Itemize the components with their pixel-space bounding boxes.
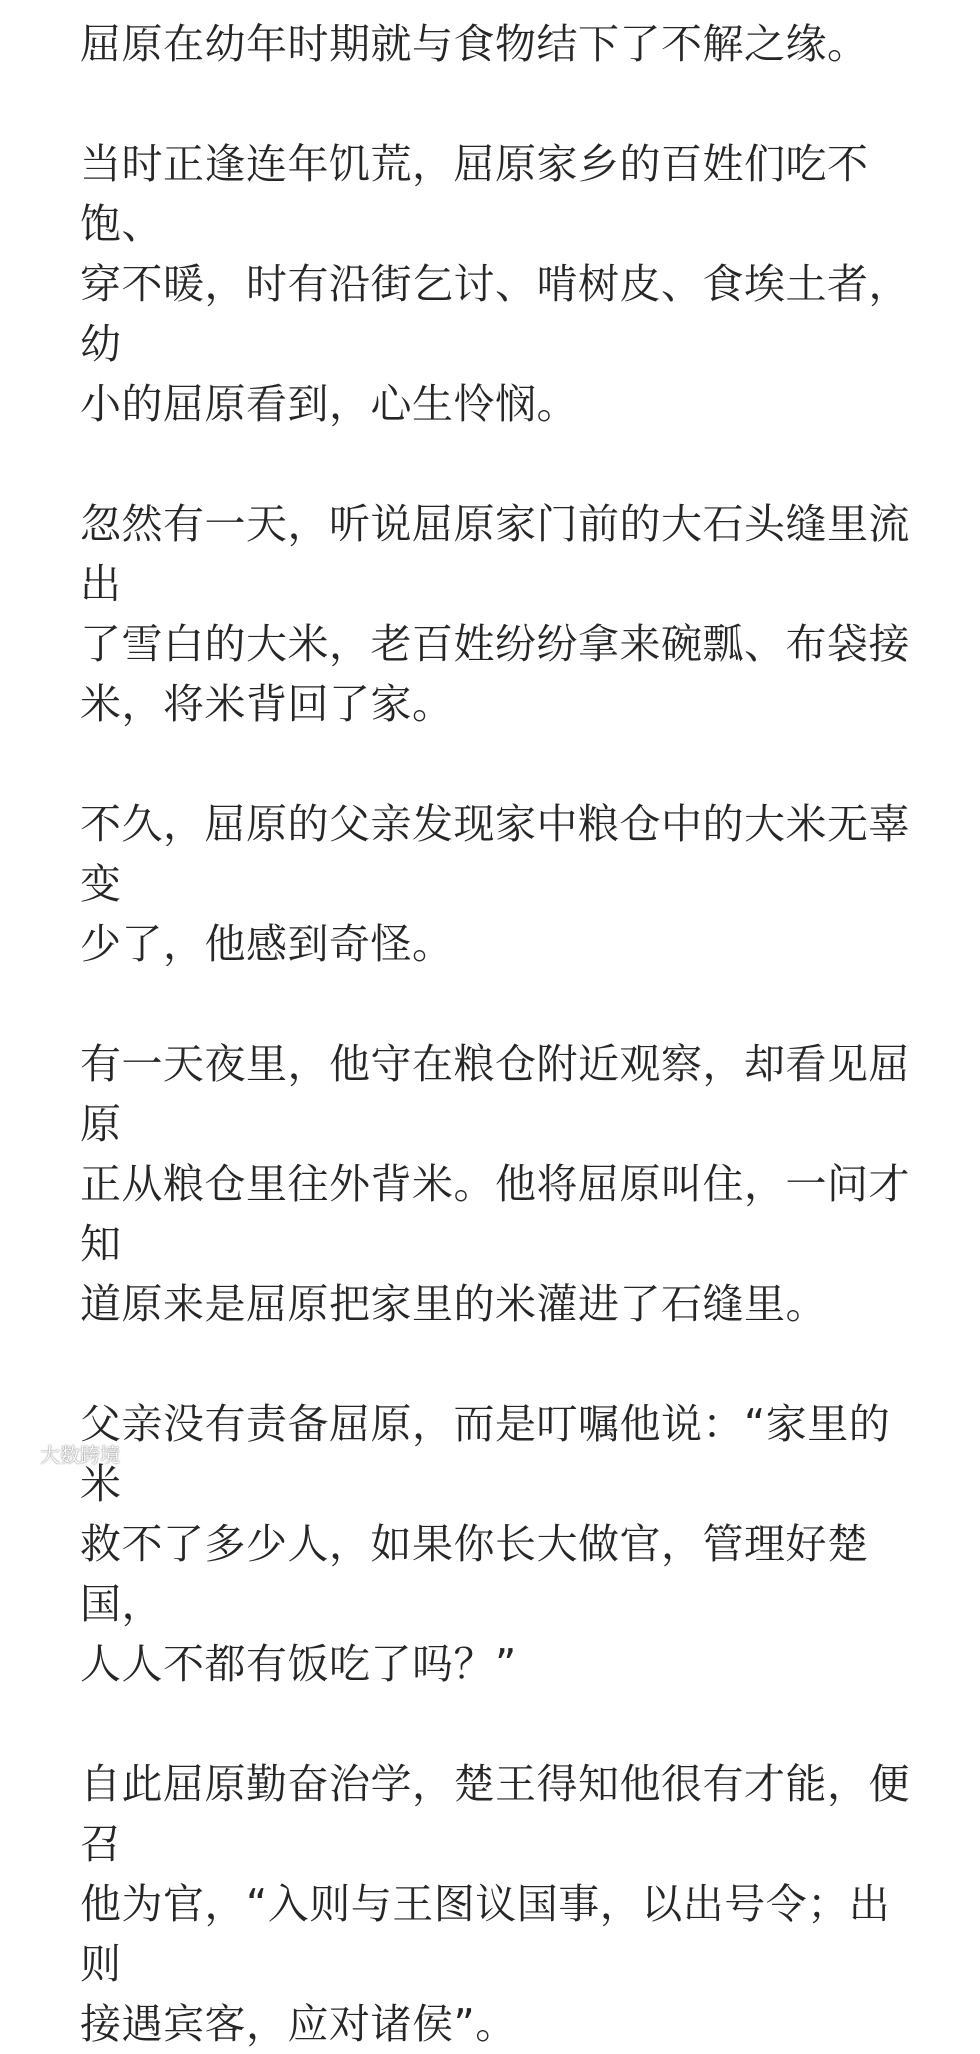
paragraph: 当时正逢连年饥荒，屈原家乡的百姓们吃不饱、 穿不暖，时有沿街乞讨、啃树皮、食埃土者，幼 小的屈原看到，心生怜悯。 — [80, 140, 910, 428]
watermark — [4, 1443, 120, 1467]
paragraph: 自此屈原勤奋治学，楚王得知他很有才能，便召 他为官，“入则与王图议国事，以出号令；出则 接遇宾客，应对诸侯”。 — [80, 1760, 910, 2048]
watermark-text: 大数跨境 — [40, 1443, 120, 1467]
paragraph: 父亲没有责备屈原，而是叮嘱他说：“家里的米 救不了多少人，如果你长大做官，管理好楚国， 人人不都有饭吃了吗？” — [80, 1400, 891, 1688]
paragraph: 不久，屈原的父亲发现家中粮仓中的大米无辜变 少了，他感到奇怪。 — [80, 800, 910, 968]
brand-logo-icon — [4, 1444, 38, 1466]
article-body — [80, 14, 910, 2054]
paragraph: 屈原在幼年时期就与食物结下了不解之缘。 — [80, 20, 869, 68]
paragraph: 忽然有一天，听说屈原家门前的大石头缝里流出 了雪白的大米，老百姓纷纷拿来碗瓢、布袋接 米，将米背回了家。 — [80, 500, 910, 728]
paragraph: 有一天夜里，他守在粮仓附近观察，却看见屈原 正从粮仓里往外背米。他将屈原叫住，一问才知 道原来是屈原把家里的米灌进了石缝里。 — [80, 1040, 910, 1328]
